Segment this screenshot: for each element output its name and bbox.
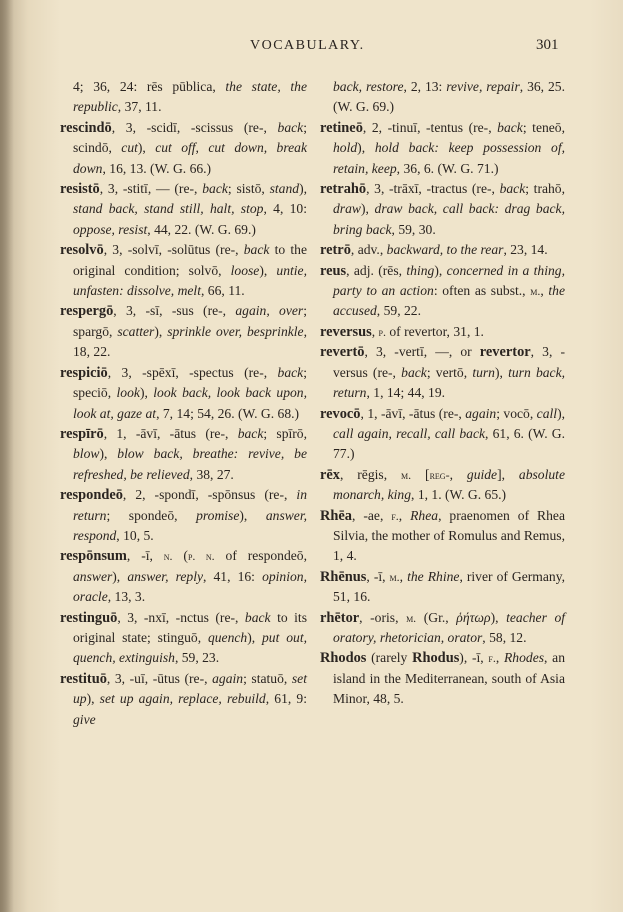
entry-text: , 3, -trāxī, -tractus (re-, (366, 181, 500, 197)
entry-text: of respondeō, (214, 548, 307, 564)
headword: Rhodos (320, 650, 367, 667)
definition-text: blow (73, 446, 100, 462)
entry-text: to its original state; stinguō, (73, 609, 307, 645)
vocabulary-entry (320, 179, 565, 240)
abbreviation: p. n. (187, 549, 215, 564)
definition-text: stand (269, 181, 300, 197)
entry-text: , 38, 27. (189, 466, 234, 482)
abbreviation: f. (391, 508, 399, 523)
definition-text: ῥήτωρ (456, 609, 491, 625)
entry-text: ), (360, 201, 375, 217)
definition-text: call (536, 405, 558, 421)
definition-text: again, over (235, 303, 304, 319)
entry-text: , 37, 11. (117, 99, 162, 115)
definition-text: guide (466, 466, 498, 482)
entry-text: , 44, 22. (W. G. 69.) (147, 221, 256, 237)
definition-text: answer (73, 568, 113, 584)
definition-text: sprinkle over, besprinkle (167, 323, 304, 339)
entry-text: , 3, -vertī, —, or (364, 344, 480, 360)
entry-text: , -ī, (366, 568, 390, 584)
entry-text: , 61, 9: (265, 691, 307, 707)
definition-text: back (497, 119, 523, 135)
headword: respiciō (60, 364, 108, 381)
definition-text: concerned in a thing, party to an action (333, 262, 565, 299)
definition-text: backward, to the rear (386, 242, 504, 258)
definition-text: thing (406, 262, 435, 278)
vocabulary-entry (320, 404, 565, 465)
vocabulary-entry (60, 118, 307, 179)
definition-text: call again, recall, call back (333, 425, 486, 441)
entry-text: , 10, 5. (116, 527, 154, 543)
entry-text: , 3, -stitī, — (re-, (99, 181, 203, 197)
entry-text: , 1, -āvī, -ātus (re-, (360, 405, 466, 421)
definition-text: hold (333, 140, 358, 156)
entry-text: , 18, 22. (73, 323, 307, 360)
definition-text: back (237, 425, 264, 441)
definition-text: blow back, breathe: revive, be refreshed, be relieved (73, 446, 307, 482)
entry-text: 4; 36, 24: rēs pūblica, (73, 79, 226, 94)
vocabulary-entry (320, 506, 565, 567)
entry-text: ), (154, 323, 168, 339)
headword: respīrō (60, 425, 104, 442)
entry-text: [ (411, 466, 430, 482)
abbreviation: n. (163, 549, 173, 564)
abbreviation: m. (389, 569, 400, 584)
definition-text: set up (73, 670, 307, 707)
headword: Rhodus (412, 650, 460, 667)
entry-text: , -oris, (359, 609, 407, 625)
entry-text: ), (137, 140, 156, 156)
entry-text: , 3, -solvī, -solūtus (re-, (103, 242, 244, 258)
entry-text: , 2, 13: (403, 79, 447, 94)
entry-text: , 2, -tinuī, -tentus (re-, (362, 119, 498, 135)
entry-text: ), (357, 140, 375, 156)
definition-text: turn back, return (333, 364, 566, 401)
vocabulary-entry (320, 240, 565, 260)
definition-text: look (116, 385, 140, 401)
entry-text: ; spīrō, (263, 425, 308, 441)
vocabulary-entry (320, 465, 565, 506)
definition-text: the accused (333, 283, 566, 319)
entry-text: , (495, 650, 504, 666)
definition-text: Rhodes (504, 650, 545, 666)
definition-text: look back, look back upon, look at, gaze at (73, 385, 307, 421)
definition-text: put out, quench, extinguish (73, 629, 307, 666)
definition-text: back (277, 119, 304, 135)
definition-text: cut (121, 140, 138, 156)
headword: restituō (60, 670, 107, 687)
definition-text: opinion, oracle (73, 568, 307, 605)
definition-text: promise (196, 507, 240, 523)
vocabulary-entry (60, 424, 308, 485)
definition-text: cut off, cut down, break down (73, 140, 307, 176)
definition-text: loose (230, 262, 260, 278)
entry-text: ; sistō, (227, 181, 270, 197)
entry-text: (Gr., (416, 609, 457, 625)
entry-text: ), (434, 262, 447, 278)
entry-text: ), (86, 691, 100, 707)
definition-text: answer, respond (73, 507, 308, 543)
headword: respergō (60, 303, 114, 320)
vocabulary-entry (60, 669, 307, 730)
entry-text: , 1, 14; 44, 19. (366, 385, 446, 401)
entry-text: , 13, 3. (107, 589, 146, 605)
entry-text: , praenomen of Rhea Silvia, the mother of Romulus and Remus, 1, 4. (333, 507, 565, 564)
entry-text: ; scindō, (73, 119, 307, 156)
entry-text: , 7, 14; 54, 26. (W. G. 68.) (156, 405, 300, 421)
headword: retrahō (320, 181, 367, 198)
entry-text: , 66, 11. (201, 283, 245, 299)
vocabulary-entry (320, 322, 565, 342)
entry-text: ), (259, 262, 277, 278)
definition-text: teacher of oratory, rhetorician, orator (333, 609, 566, 645)
entry-text: , rēgis, (339, 466, 402, 482)
definition-text: stand back, stand still, halt, stop (73, 201, 264, 217)
entry-text: , 16, 13. (W. G. 66.) (102, 160, 212, 176)
page-number: 301 (536, 37, 559, 53)
binding-shadow (0, 0, 14, 912)
headword: rhētor (320, 609, 360, 626)
vocabulary-entry (60, 546, 307, 607)
headword: revertor (479, 344, 531, 361)
entry-text: ), (247, 629, 262, 645)
entry-text: , 1, 1. (W. G. 65.) (411, 487, 507, 503)
definition-text: oppose, resist (73, 221, 148, 237)
definition-text: draw (333, 201, 361, 217)
entry-text: , 3, -versus (re-, (333, 344, 565, 380)
definition-text: untie, unfasten: dissolve, melt (73, 262, 307, 299)
abbreviation: p. (378, 324, 386, 339)
headword: rescindō (60, 119, 112, 136)
abbreviation: f. (488, 651, 496, 666)
entry-text: , 59, 30. (391, 221, 436, 237)
entry-text: ; speciō, (73, 364, 307, 401)
entry-text: ( (172, 548, 188, 564)
entry-text: , 36, 6. (W. G. 71.) (396, 160, 499, 176)
abbreviation: m. (401, 467, 412, 482)
entry-text: ; teneō, (522, 119, 565, 135)
definition-text: the state, the republic (73, 79, 307, 115)
entry-text: , 2, -spondī, -spōnsus (re-, (122, 487, 297, 503)
definition-text: scatter (117, 323, 155, 339)
entry-text: , 3, -uī, -ūtus (re-, (106, 670, 213, 686)
headword: reversus (320, 323, 372, 340)
entry-text: ), (99, 446, 118, 462)
headword: respondeō (60, 487, 123, 504)
headword: rēx (320, 466, 340, 483)
left-column (60, 77, 307, 730)
entry-text: ), (490, 609, 507, 625)
entry-text: ), -ī, (459, 650, 489, 666)
definition-text: answer, reply (127, 568, 203, 584)
entry-text: ), (112, 568, 128, 584)
entry-text: ; spargō, (73, 303, 307, 339)
definition-text: back (499, 181, 526, 197)
entry-text: , (540, 283, 549, 299)
entry-text: , 61, 6. (W. G. 77.) (333, 425, 565, 462)
definition-text: quench (207, 629, 248, 645)
headword: respōnsum (60, 548, 127, 565)
entry-text: ; statuō, (243, 670, 292, 686)
headword: resistō (60, 181, 100, 198)
headword: restinguō (60, 609, 118, 626)
entry-text: , (449, 466, 467, 482)
entry-text: ), (557, 405, 565, 421)
abbreviation: m. (530, 284, 541, 299)
entry-text: , 3, -scidī, -scissus (re-, (111, 119, 278, 135)
entry-text: , 3, -nxī, -nctus (re-, (117, 609, 245, 625)
entry-text: , an island in the Mediterranean, south of Asia Minor, 48, 5. (333, 650, 565, 707)
headword: retrō (320, 242, 351, 259)
definition-text: back (243, 242, 270, 258)
headword: retineō (320, 119, 363, 136)
vocabulary-entry (320, 608, 566, 649)
headword: reus (320, 262, 347, 279)
vocabulary-entry (60, 179, 308, 240)
definition-text: set up again, replace, rebuild (99, 691, 266, 707)
entry-text: , river of Germany, 51, 16. (333, 568, 566, 605)
entry-text: , (398, 507, 411, 523)
definition-text: give (73, 711, 96, 727)
entry-text: ], (497, 466, 519, 482)
entry-text: , 58, 12. (482, 629, 527, 645)
entry-text: , 3, -spēxī, -spectus (re-, (107, 364, 278, 380)
vocabulary-entry (73, 77, 307, 118)
entry-text: : often as subst., (433, 283, 531, 299)
vocabulary-entry (60, 608, 307, 669)
entry-text: , 59, 22. (376, 303, 421, 319)
entry-text: , (399, 568, 408, 584)
entry-text: to the original condition; solvō, (73, 242, 307, 278)
entry-text: , 23, 14. (503, 242, 548, 258)
entry-text: , 41, 16: (203, 568, 263, 584)
definition-text: hold back: keep possession of, retain, keep (333, 140, 566, 176)
entry-text: ), (139, 385, 154, 401)
definition-text: draw back, call back: drag back, bring back (333, 201, 565, 237)
entry-text: , -ī, (126, 548, 164, 564)
headword: revertō (320, 344, 365, 361)
entry-text: ; vertō, (426, 364, 473, 380)
vocabulary-entry (320, 118, 566, 179)
headword: Rhēnus (320, 568, 367, 585)
entry-text: ), (299, 181, 307, 197)
entry-text: , -ae, (351, 507, 392, 523)
vocabulary-entry (320, 567, 566, 608)
entry-text: , 4, 10: (263, 201, 308, 217)
definition-text: Rhea (410, 507, 439, 523)
entry-text: , 1, -āvī, -ātus (re-, (103, 425, 238, 441)
definition-text: the Rhine (407, 568, 460, 584)
headword: resolvō (60, 242, 104, 259)
headword: revocō (320, 405, 361, 422)
vocabulary-entry (320, 342, 566, 403)
vocabulary-entry (333, 77, 565, 118)
definition-text: in return (73, 487, 307, 523)
running-head: VOCABULARY. (250, 38, 365, 53)
entry-text: , adj. (rēs, (346, 262, 407, 278)
definition-text: again (212, 670, 244, 686)
entry-text: , 36, 25. (W. G. 69.) (333, 79, 565, 115)
definition-text: absolute monarch, king (333, 466, 565, 503)
definition-text: turn (472, 364, 495, 380)
entry-text: , (371, 323, 379, 339)
definition-text: back (277, 364, 304, 380)
vocabulary-entry (320, 261, 566, 322)
entry-text: , 59, 23. (174, 650, 220, 666)
vocabulary-entry (60, 363, 307, 424)
entry-text: (rarely (366, 650, 413, 666)
entry-text: ), (239, 507, 266, 523)
definition-text: revive, repair (446, 79, 520, 94)
entry-text: , 3, -sī, -sus (re-, (113, 303, 236, 319)
entry-text: ; spondeō, (106, 507, 197, 523)
definition-text: back (401, 364, 427, 380)
abbreviation: reg- (429, 467, 450, 482)
definition-text: back (202, 181, 228, 197)
vocabulary-entry (320, 648, 565, 709)
entry-text: , adv., (350, 242, 387, 258)
vocabulary-entry (60, 240, 307, 301)
entry-text: of revertor, 31, 1. (385, 323, 484, 339)
definition-text: again (465, 405, 497, 421)
vocabulary-entry (60, 301, 307, 362)
definition-text: back, restore (333, 79, 404, 94)
entry-text: ; trahō, (525, 181, 565, 197)
entry-text: ), (494, 364, 509, 380)
entry-text: ; vocō, (496, 405, 537, 421)
right-column (320, 77, 565, 710)
definition-text: back (244, 609, 271, 625)
headword: Rhēa (320, 507, 352, 524)
vocabulary-entry (60, 485, 308, 546)
abbreviation: m. (406, 610, 417, 625)
